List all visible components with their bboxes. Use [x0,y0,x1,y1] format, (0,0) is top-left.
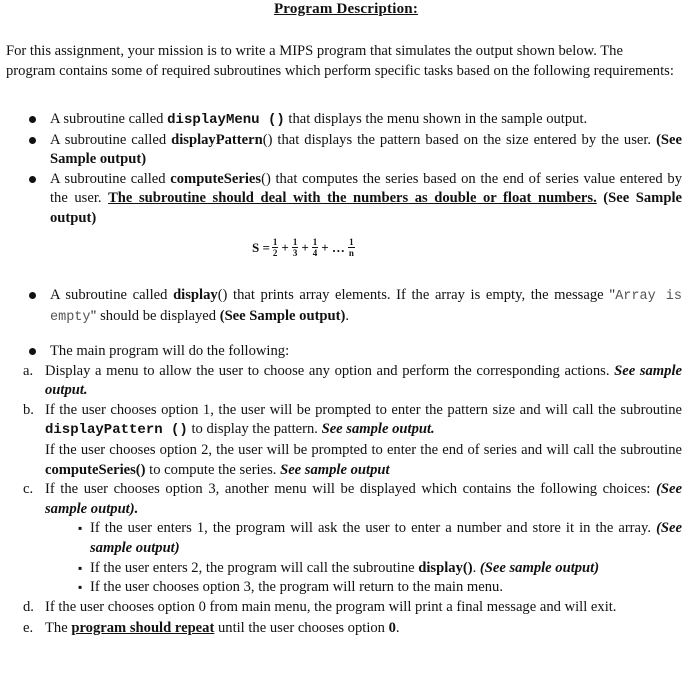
sub-option-3: ▪ If the user chooses option 3, the program will return to the main menu. [78,578,682,598]
emphasis-underline: The subroutine should deal with the numbers as double or float numbers. [108,190,597,207]
list-item: A subroutine called displayMenu () that displays the menu shown in the sample output. [0,110,682,131]
fraction: $\frac{1}{n}$ [348,237,354,258]
step-d: d. If the user chooses option 0 from main menu, the program will print a final message and will exit. [23,598,617,615]
step-e: e. The program should repeat until the user chooses option 0. [23,620,400,637]
requirements-list-continued [0,286,682,327]
steps-list [0,362,682,639]
formula-lhs: S = [252,239,270,255]
list-item: A subroutine called display() that prints array elements. If the array is empty, the message "Array is empty" should be displayed (See Sample output). [0,286,682,327]
subroutine-name: display [173,287,218,303]
sub-option-2: ▪ If the user enters 2, the program will call the subroutine display(). (See sample output) [78,559,682,579]
main-program-list [0,342,682,639]
page-title: Program Description: [273,1,419,17]
note: (See Sample output) [219,307,346,324]
note: (See Sample output) [50,131,682,168]
step-a: a. Display a menu to allow the user to choose any option and perform the corresponding actions. See sample output. [23,362,682,399]
list-item: The main program will do the following: a. Display a menu to allow the user to choose any option and perform the corresponding actions. See sample output. b. If the user chooses option 1, the user will be prompted to enter the pattern size and will call the subroutine displayPattern () to display the pattern. See sample output. If the user chooses option 2, the user will be prompted to enter the end of series and will call the subroutine computeSeries() to compute the series. See sample output c. If the user chooses option 3, another menu will be displayed which contains the following choices: (See sample output). ▪ If the user enters 1, the program will ask the user to enter a number and store it in the array. (See sample output) ▪ If the user enters 2, the program will call the subroutine display(). (See sample output) ▪ If the user chooses option 3, the program will return to the main menu. d. If the user chooses option 0 from main menu, the program will print a final message and will exit. e. The program should repeat until the user chooses option 0. [0,342,682,639]
list-item: A subroutine called displayPattern() that displays the pattern based on the size entered by the user. (See Sample output) [0,131,682,170]
intro-paragraph: For this assignment, your mission is to write a MIPS program that simulates the output shown below. The program contains some of required subroutines which perform specific tasks based on the following requirements: [6,43,674,79]
list-item: A subroutine called computeSeries() that computes the series based on the end of series value entered by the user. The subroutine should deal with the numbers as double or float numbers. (See Sample output) [0,170,682,229]
code-message: Array is empty [50,289,682,325]
fraction: $\frac{1}{4}$ [312,237,318,258]
step-b: b. If the user chooses option 1, the user will be prompted to enter the pattern size and will call the subroutine displayPattern () to display the pattern. See sample output. If the user chooses option 2, the user will be prompted to enter the end of series and will call the subroutine computeSeries() to compute the series. See sample output [23,401,682,478]
requirements-list [0,110,682,229]
sub-option-1: ▪ If the user enters 1, the program will ask the user to enter a number and store it in the array. (See sample output) [78,519,682,558]
code-term: displayMenu () [167,112,285,128]
subroutine-name: computeSeries [170,170,262,187]
step-c: c. If the user chooses option 3, another menu will be displayed which contains the following choices: (See sample output). ▪ If the user enters 1, the program will ask the user to enter a number and store it in the array. (See sample output) ▪ If the user enters 2, the program will call the subroutine display(). (See sample output) ▪ If the user chooses option 3, the program will return to the main menu. [0,480,682,598]
fraction: $\frac{1}{3}$ [292,237,298,258]
formula-ellipsis: + … [321,239,345,255]
fraction: $\frac{1}{2}$ [272,237,278,258]
series-formula: S = $\frac{1}{2}$ + $\frac{1}{3}$ + $\frac{1}{4}$ + … $\frac{1}{n}$ [252,237,354,258]
subroutine-name: displayPattern [171,131,263,148]
note: (See Sample output) [50,190,682,226]
